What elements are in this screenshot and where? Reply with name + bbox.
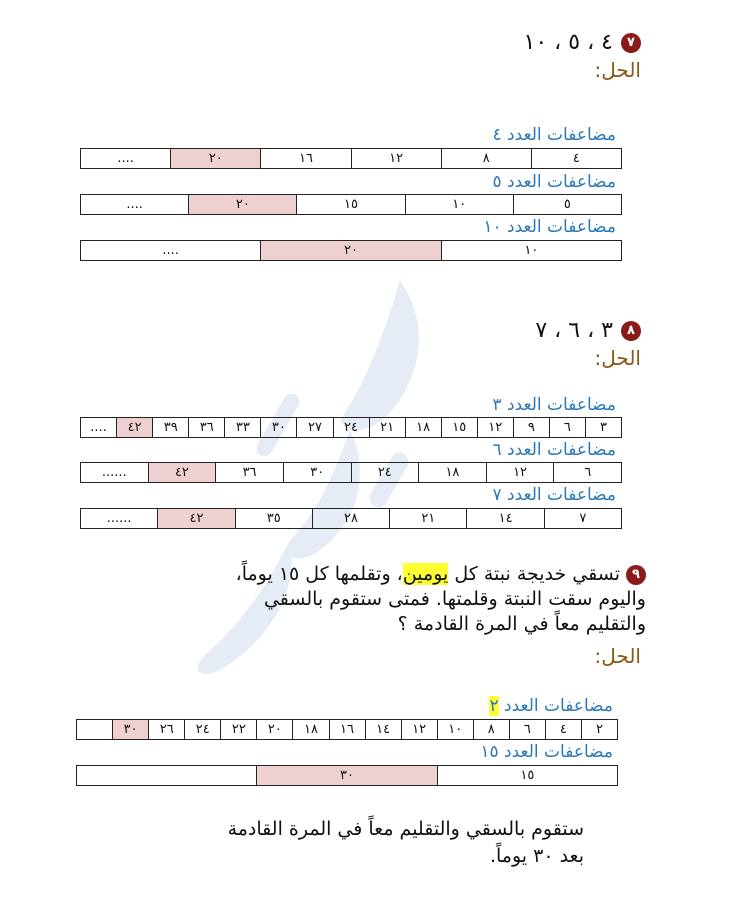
q9-answer-line2: بعد ٣٠ يوماً. — [489, 845, 584, 867]
q8-row2-table — [80, 462, 622, 483]
table-cell: ٣٠ — [283, 463, 351, 483]
q8-solution-label: الحل: — [594, 346, 641, 370]
table-cell: ١٢ — [486, 463, 554, 483]
q9-answer — [144, 816, 584, 870]
table-cell: ٣٩ — [153, 418, 189, 438]
table-cell: ٣٥ — [235, 509, 312, 529]
q7-row3-label: مضاعفات العدد ١٠ — [483, 217, 616, 237]
table-cell: ١٥ — [437, 766, 617, 786]
q9-answer-line1: ستقوم بالسقي والتقليم معاً في المرة القادمة — [227, 818, 584, 840]
table-cell: ٣٦ — [216, 463, 284, 483]
table-cell: ٢١ — [390, 509, 467, 529]
q9-row1-label-prefix: مضاعفات العدد — [504, 696, 613, 716]
q7-row3-table — [80, 240, 622, 261]
q9-line3: والتقليم معاً في المرة القادمة ؟ — [397, 613, 646, 635]
q7-row1-label: مضاعفات العدد ٤ — [492, 125, 616, 145]
q8-row1-label: مضاعفات العدد ٣ — [492, 395, 616, 415]
table-cell: ١٢ — [351, 149, 441, 169]
q9-text-after: ، وتقلمها كل ١٥ يوماً، — [235, 563, 403, 585]
table-cell-common: ٣٠ — [257, 766, 437, 786]
table-cell: .... — [81, 149, 171, 169]
table-cell: ١٨ — [405, 418, 441, 438]
q9-row1-label — [489, 696, 613, 716]
table-cell: ١٥ — [441, 418, 477, 438]
q7-row2-label: مضاعفات العدد ٥ — [492, 172, 616, 192]
watermark-graphic — [150, 270, 480, 710]
q7-header — [524, 30, 641, 55]
q9-number-badge: ٩ — [626, 565, 646, 585]
table-cell-common: ٢٠ — [261, 241, 441, 261]
table-cell: ١٤ — [365, 720, 401, 740]
q8-row3-label: مضاعفات العدد ٧ — [492, 485, 616, 505]
table-cell — [77, 766, 257, 786]
table-cell: ٧ — [544, 509, 621, 529]
table-cell-common: ٤٢ — [117, 418, 153, 438]
table-cell: ...... — [81, 509, 158, 529]
table-cell — [77, 720, 113, 740]
table-cell: ٢ — [581, 720, 617, 740]
q8-header — [535, 318, 641, 343]
table-cell: ٢٢ — [221, 720, 257, 740]
q8-row2-label: مضاعفات العدد ٦ — [492, 440, 616, 460]
table-cell-common: ٤٢ — [158, 509, 235, 529]
q9-text-before: تسقي خديجة نبتة كل — [454, 563, 620, 585]
q8-numbers: ٣ ، ٦ ، ٧ — [535, 318, 613, 343]
table-cell: ٤ — [531, 149, 621, 169]
q9-problem-text — [126, 562, 646, 637]
table-cell: ٣٣ — [225, 418, 261, 438]
table-cell-common: ٢٠ — [171, 149, 261, 169]
table-cell: ١٠ — [441, 241, 621, 261]
table-cell: ...... — [81, 463, 149, 483]
table-cell: ٢٦ — [149, 720, 185, 740]
table-cell: ٣ — [585, 418, 621, 438]
table-cell: ١٢ — [477, 418, 513, 438]
table-cell: ٤ — [545, 720, 581, 740]
q9-line1 — [126, 562, 646, 587]
table-cell: ٢٤ — [185, 720, 221, 740]
q8-row3-table — [80, 508, 622, 529]
table-cell: ٩ — [513, 418, 549, 438]
q9-row1-label-number: ٢ — [489, 696, 499, 716]
q9-row2-table — [76, 765, 618, 786]
q9-line1-text — [236, 562, 620, 587]
q7-row2-table — [80, 194, 622, 215]
table-cell: ١٤ — [467, 509, 544, 529]
table-cell: ١٨ — [293, 720, 329, 740]
table-cell: ٢٠ — [257, 720, 293, 740]
q9-highlight-word: يومين — [402, 563, 449, 585]
table-cell: ٦ — [549, 418, 585, 438]
table-cell: ٦ — [554, 463, 622, 483]
q9-row1-table — [76, 719, 618, 740]
table-cell: ١٠ — [437, 720, 473, 740]
table-cell: ٢٧ — [297, 418, 333, 438]
table-cell: ١٠ — [405, 195, 513, 215]
table-cell: .... — [81, 241, 261, 261]
q8-number-badge: ٨ — [621, 321, 641, 341]
table-cell: ١٦ — [329, 720, 365, 740]
q7-numbers: ٤ ، ٥ ، ١٠ — [523, 30, 613, 55]
table-cell: ٨ — [473, 720, 509, 740]
table-cell: ١٥ — [297, 195, 405, 215]
table-cell: ١٦ — [261, 149, 351, 169]
q9-solution-label: الحل: — [594, 644, 641, 668]
table-cell: ٣٦ — [189, 418, 225, 438]
table-cell: ٦ — [509, 720, 545, 740]
table-cell: ٢١ — [369, 418, 405, 438]
table-cell: ٨ — [441, 149, 531, 169]
table-cell: ٢٨ — [312, 509, 389, 529]
table-cell: ٣٠ — [261, 418, 297, 438]
q9-row2-label: مضاعفات العدد ١٥ — [480, 742, 613, 762]
table-cell-common: ٣٠ — [113, 720, 149, 740]
table-cell: ٢٤ — [351, 463, 419, 483]
table-cell: ١٢ — [401, 720, 437, 740]
table-cell: ١٨ — [419, 463, 487, 483]
table-cell: .... — [81, 195, 189, 215]
q7-solution-label: الحل: — [594, 58, 641, 82]
table-cell: ٢٤ — [333, 418, 369, 438]
table-cell-common: ٤٢ — [148, 463, 216, 483]
q7-number-badge: ٧ — [621, 33, 641, 53]
q9-line2: واليوم سقت النبتة وقلمتها. فمتى ستقوم بالسقي — [263, 588, 646, 610]
q8-row1-table — [80, 417, 622, 438]
table-cell: ٥ — [513, 195, 621, 215]
table-cell: .... — [81, 418, 117, 438]
table-cell-common: ٢٠ — [189, 195, 297, 215]
q7-row1-table — [80, 148, 622, 169]
